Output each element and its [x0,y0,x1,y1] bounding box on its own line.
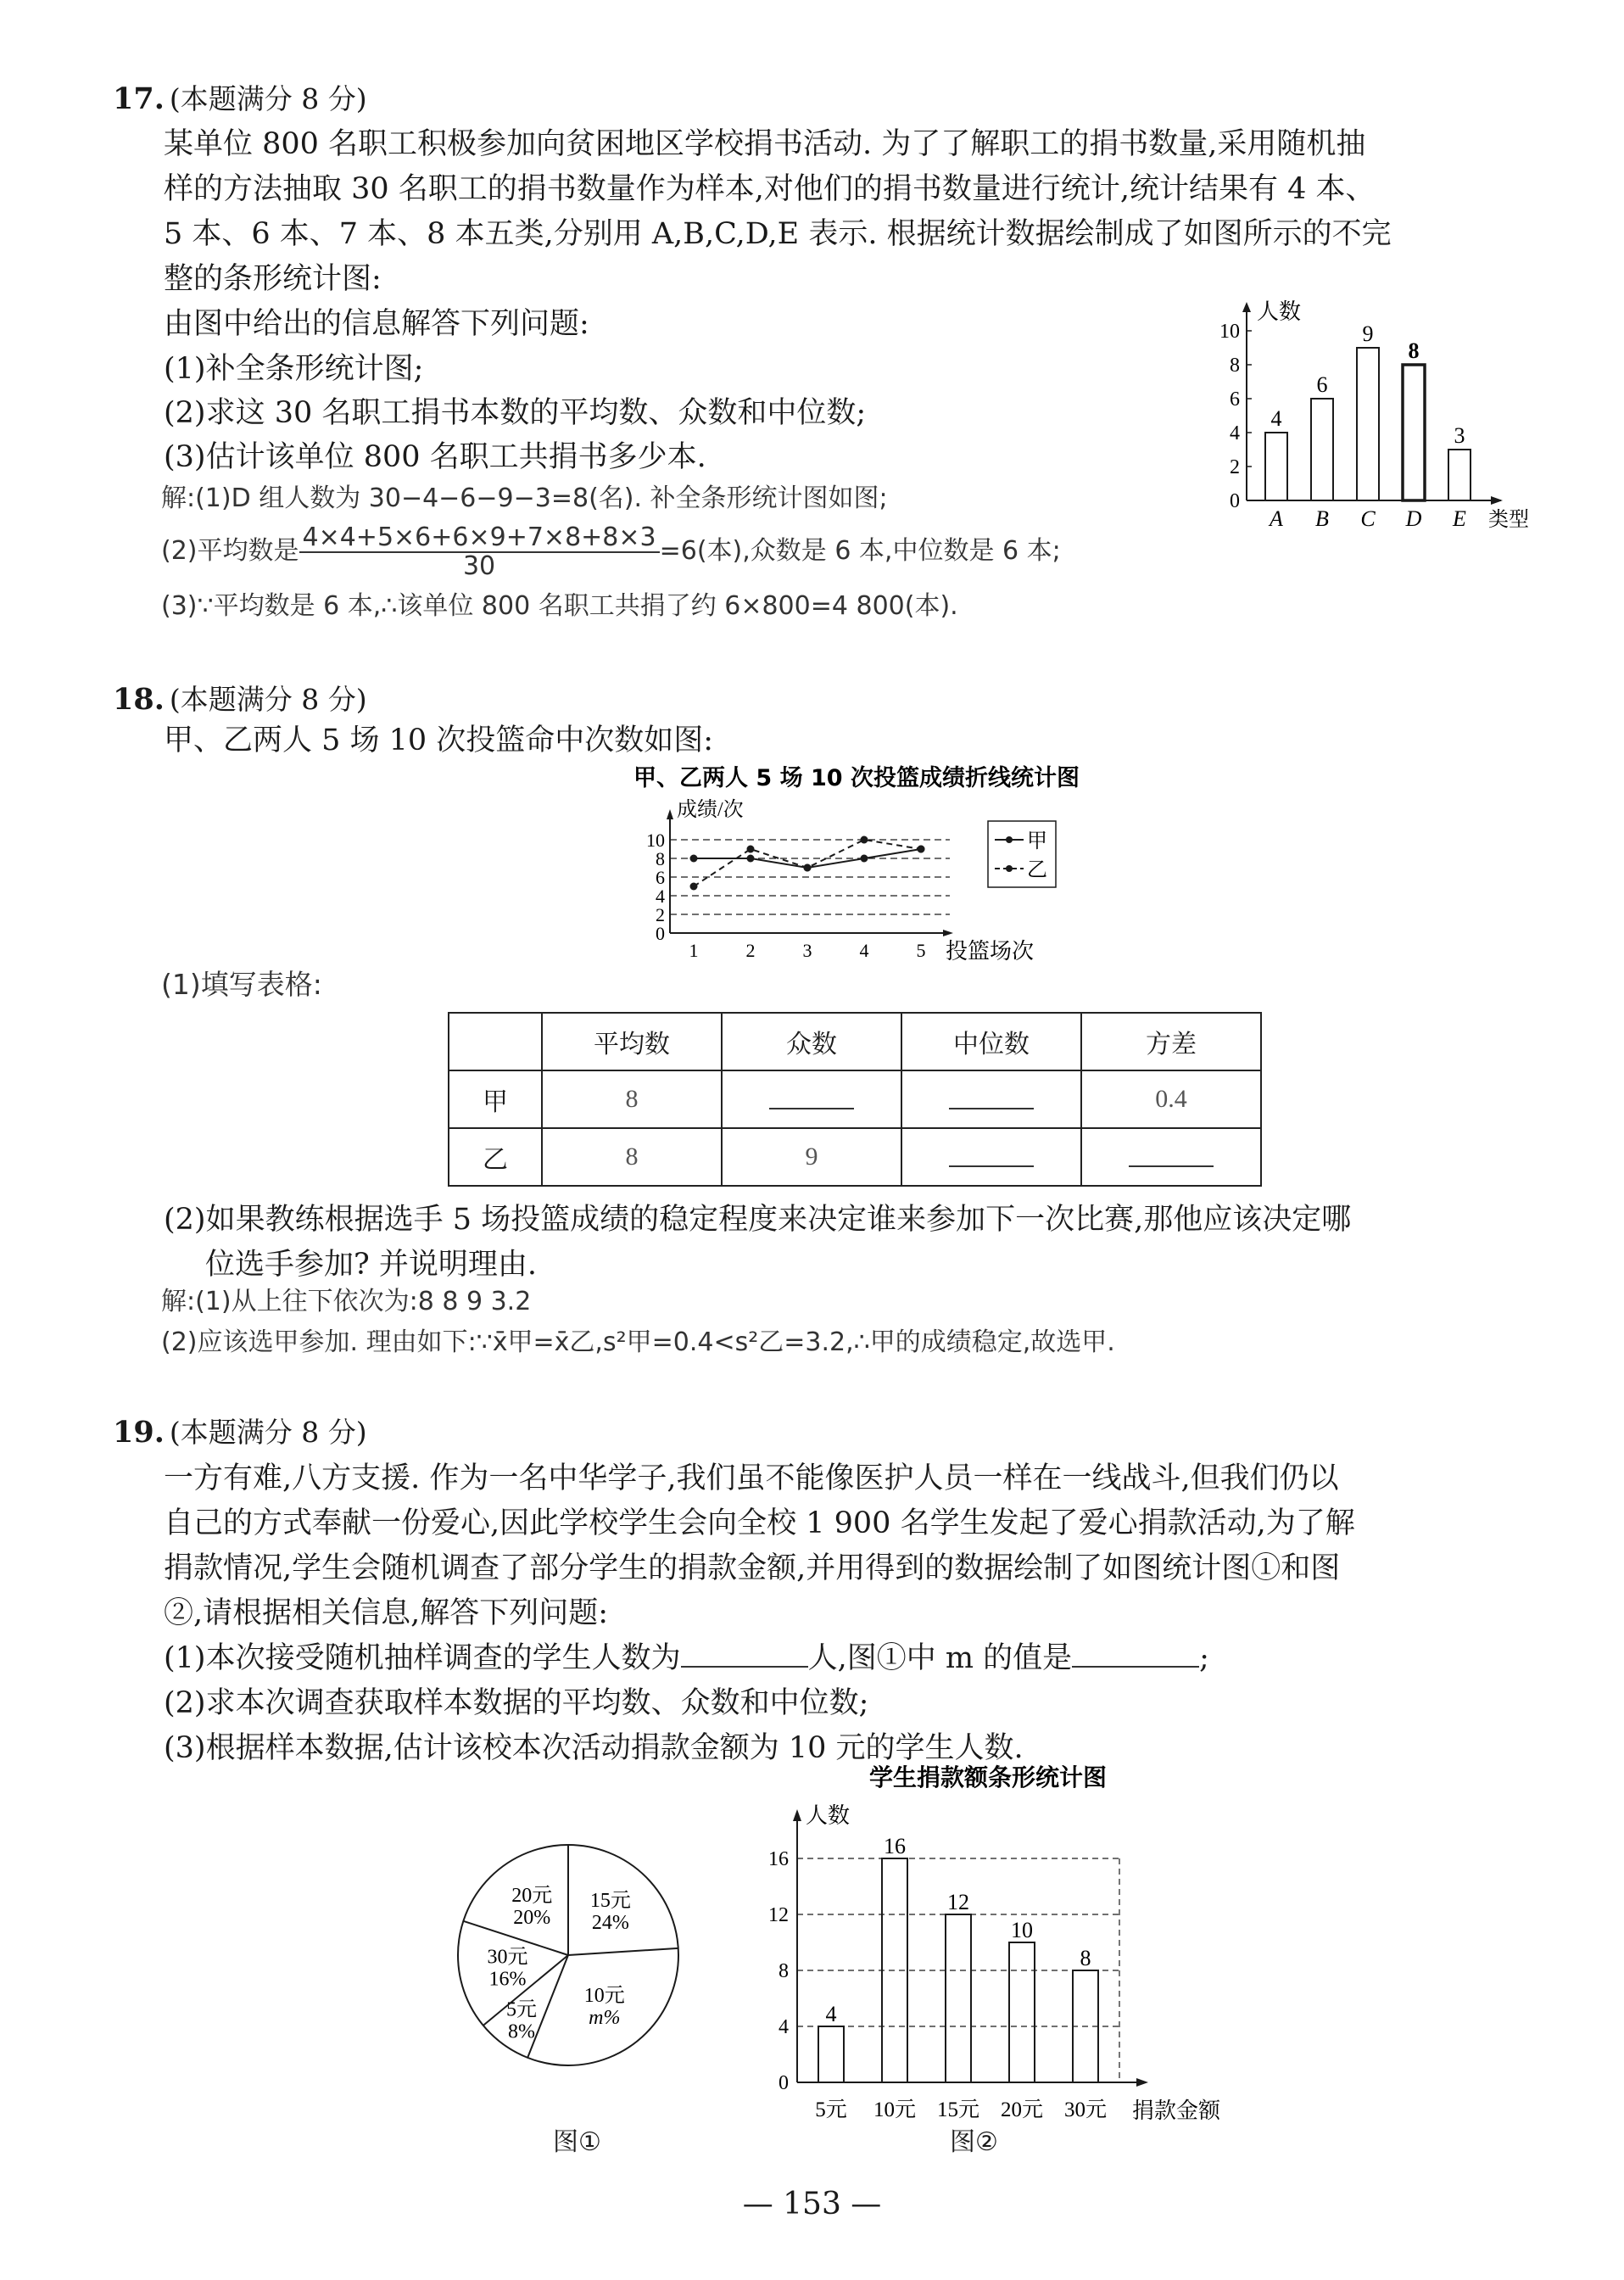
data-point [747,855,755,863]
data-label: 4 [1270,406,1282,431]
q18-number: 18. (本题满分 8 分) [113,682,367,717]
q17-question-3: (3)估计该单位 800 名职工共捐书多少本. [164,440,706,474]
x-axis-arrow [943,930,953,936]
y-tick-label: 0 [656,923,665,944]
q17-question-1: (1)补全条形统计图; [164,352,424,386]
fig1-caption: 图① [553,2127,601,2157]
q17-question-2: (2)求这 30 名职工捐书本数的平均数、众数和中位数; [164,396,867,430]
x-tick-label: 3 [802,940,812,961]
data-point [918,846,925,853]
q17-stem-line-5: 由图中给出的信息解答下列问题: [164,307,589,341]
y-tick-label: 0 [779,2072,789,2094]
pie-percent: 8% [507,2020,535,2043]
x-tick-label: 2 [745,940,756,961]
data-label: 9 [1362,321,1374,346]
y-tick-label: 12 [768,1904,789,1926]
q17-solution-2: (2)平均数是 $\frac{4\times 4+5\times 6+6\times 9+7\times 8+8\times 3}{30}$ =6(本),众数是 6 本,中位数是 6 本; [161,522,1061,581]
table-header-median: 中位数 [901,1013,1081,1070]
q18-line-chart [560,762,1153,974]
jia-mode-blank[interactable] [722,1070,901,1128]
fig2-caption: 图② [950,2127,998,2157]
pie-percent: m% [589,2006,621,2029]
q19-bar-chart [746,1760,1255,2133]
x-tick-label: 20元 [1000,2098,1044,2121]
y-axis-label: 人数 [1257,299,1302,324]
sample-size-blank[interactable] [681,1640,808,1668]
q19-stem-line-1: 一方有难,八方支援. 作为一名中华学子,我们虽不能像医护人员一样在一线战斗,但我们仍以 [164,1461,1339,1495]
table-row [449,1128,1261,1186]
legend-label: 甲 [1027,830,1047,852]
chart-title: 学生捐款额条形统计图 [868,1763,1108,1791]
table-row [449,1070,1261,1128]
y-tick-label: 8 [779,1960,789,1982]
series-line-yi [694,840,921,886]
jia-median-blank[interactable] [901,1070,1081,1128]
legend-marker [1006,865,1013,872]
x-tick-label: A [1270,506,1283,531]
jia-variance: 0.4 [1081,1070,1261,1128]
y-tick-label: 2 [1230,456,1240,478]
pie-percent: 20% [513,1907,551,1930]
q17-mean-fraction: $\frac{4\times 4+5\times 6+6\times 9+7\times 8+8\times 3}{30}$ [299,524,660,579]
pie-percent: 16% [488,1968,527,1991]
data-point [690,855,698,863]
q17-solution-1: 解:(1)D 组人数为 30−4−6−9−3=8(名). 补全条形统计图如图; [161,483,888,513]
y-tick-label: 16 [768,1848,789,1870]
data-point [861,836,868,844]
q19-number: 19. (本题满分 8 分) [113,1415,367,1450]
data-label: 4 [825,2002,837,2026]
pie-slice-border [568,1948,678,1955]
data-label: 10 [1011,1918,1033,1942]
bar [1448,450,1471,500]
q17-bar-chart [1196,297,1552,534]
q18-header: (本题满分 8 分) [169,683,367,716]
legend-marker [1006,836,1013,843]
yi-variance-blank[interactable] [1081,1128,1261,1186]
q19-stem-line-4: ②,请根据相关信息,解答下列问题: [164,1596,609,1630]
chart-title: 甲、乙两人 5 场 10 次投篮成绩折线统计图 [633,765,1080,791]
pie-label: 30元 [487,1946,528,1969]
q18-question-2-line-1: (2)如果教练根据选手 5 场投篮成绩的稳定程度来决定谁来参加下一次比赛,那他应该决定哪 [164,1203,1352,1237]
pie-label: 10元 [583,1984,625,2007]
q19-question-3: (3)根据样本数据,估计该校本次活动捐款金额为 10 元的学生人数. [164,1731,1024,1765]
bar [946,1914,971,2082]
yi-mean: 8 [542,1128,722,1186]
bar [1009,1942,1035,2082]
data-point [747,846,755,853]
y-tick-label: 4 [1230,422,1240,444]
bar [1265,433,1287,500]
data-point [861,855,868,863]
y-tick-label: 4 [779,2016,789,2038]
y-tick-label: 6 [1230,388,1240,411]
q19-stem-line-3: 捐款情况,学生会随机调查了部分学生的捐款金额,并用得到的数据绘制了如图统计图①和图 [164,1551,1341,1585]
q17-header: (本题满分 8 分) [169,82,367,115]
y-axis-arrow [667,809,673,819]
table-header-variance: 方差 [1081,1013,1261,1070]
table-header-mode: 众数 [722,1013,901,1070]
pie-percent: 24% [591,1911,629,1934]
x-tick-label: E [1453,506,1466,531]
bar [1311,399,1333,500]
y-tick-label: 10 [1219,321,1240,343]
q17-stem-line-3: 5 本、6 本、7 本、8 本五类,分别用 A,B,C,D,E 表示. 根据统计数据绘制成了如图所示的不完 [164,217,1392,251]
legend-label: 乙 [1027,859,1047,881]
jia-mean: 8 [542,1070,722,1128]
table-header-empty [449,1013,542,1070]
pie-label: 5元 [505,1998,537,2021]
y-axis-arrow [1242,302,1251,312]
y-axis-arrow [793,1809,801,1821]
q17-number: 17. (本题满分 8 分) [113,81,367,116]
y-axis-label: 成绩/次 [677,799,744,821]
x-tick-label: C [1360,506,1376,531]
page-number: — 153 — [742,2187,882,2221]
x-axis-label: 捐款金额 [1132,2098,1221,2123]
q18-question-2-line-2: 位选手参加? 并说明理由. [205,1248,538,1282]
y-tick-label: 6 [656,867,665,888]
x-tick-label: 4 [859,940,869,961]
x-tick-label: 5元 [815,2098,847,2121]
x-tick-label: 30元 [1063,2098,1108,2121]
x-tick-label: 5 [916,940,926,961]
data-point [804,864,812,872]
x-tick-label: 10元 [873,2098,917,2121]
q17-stem-line-1: 某单位 800 名职工积极参加向贫困地区学校捐书活动. 为了了解职工的捐书数量,采用随机抽 [164,127,1366,161]
q17-stem-line-4: 整的条形统计图: [164,262,382,296]
row-name-yi: 乙 [449,1128,542,1186]
data-label: 8 [1080,1946,1091,1970]
data-label: 8 [1408,338,1420,363]
bar [818,2026,844,2082]
data-label: 3 [1454,423,1465,448]
yi-median-blank[interactable] [901,1128,1081,1186]
data-point [690,883,698,891]
yi-mode: 9 [722,1128,901,1186]
q17-solution-3: (3)∵平均数是 6 本,∴该单位 800 名职工共捐了约 6×800=4 800(本). [161,591,958,621]
x-axis-arrow [1136,2078,1148,2087]
q18-question-1: (1)填写表格: [161,968,322,1001]
m-value-blank[interactable] [1072,1640,1199,1668]
x-axis-label: 投篮场次 [946,939,1035,964]
y-axis-label: 人数 [806,1803,851,1828]
pie-label: 20元 [511,1885,553,1908]
q19-question-1: (1)本次接受随机抽样调查的学生人数为 人,图①中 m 的值是 ; [164,1641,1209,1675]
row-name-jia: 甲 [449,1070,542,1128]
q18-table [448,1012,1262,1187]
q19-header: (本题满分 8 分) [169,1416,367,1449]
table-header-mean: 平均数 [542,1013,722,1070]
bar [1403,365,1425,500]
x-tick-label: 1 [689,940,699,961]
y-tick-label: 4 [656,886,665,907]
q19-question-2: (2)求本次调查获取样本数据的平均数、众数和中位数; [164,1686,869,1720]
q18-solution-1: 解:(1)从上往下依次为:8 8 9 3.2 [161,1287,532,1316]
data-label: 12 [947,1890,969,1914]
table-header-row [449,1013,1261,1070]
y-tick-label: 8 [1230,355,1240,377]
q19-pie-chart [445,1832,700,2087]
pie-label: 15元 [589,1889,631,1912]
q17-stem-line-2: 样的方法抽取 30 名职工的捐书数量作为样本,对他们的捐书数量进行统计,统计结果有 4 本、 [164,172,1376,206]
y-tick-label: 10 [646,830,665,851]
bar [1357,348,1379,500]
q19-stem-line-2: 自己的方式奉献一份爱心,因此学校学生会向全校 1 900 名学生发起了爱心捐款活动,为了解 [164,1506,1355,1540]
q18-solution-2: (2)应该选甲参加. 理由如下:∵x̄甲=x̄乙,s²甲=0.4<s²乙=3.2,∴甲的成绩稳定,故选甲. [161,1327,1115,1357]
x-tick-label: D [1405,506,1422,531]
x-tick-label: B [1315,506,1329,531]
x-tick-label: 15元 [936,2098,980,2121]
y-tick-label: 2 [656,904,665,925]
q18-stem: 甲、乙两人 5 场 10 次投篮命中次数如图: [164,724,714,757]
y-tick-label: 0 [1230,490,1240,512]
data-label: 16 [884,1834,906,1858]
data-label: 6 [1316,372,1328,397]
y-tick-label: 8 [656,848,665,869]
x-axis-arrow [1491,496,1503,505]
x-axis-label: 类型 [1488,509,1529,531]
